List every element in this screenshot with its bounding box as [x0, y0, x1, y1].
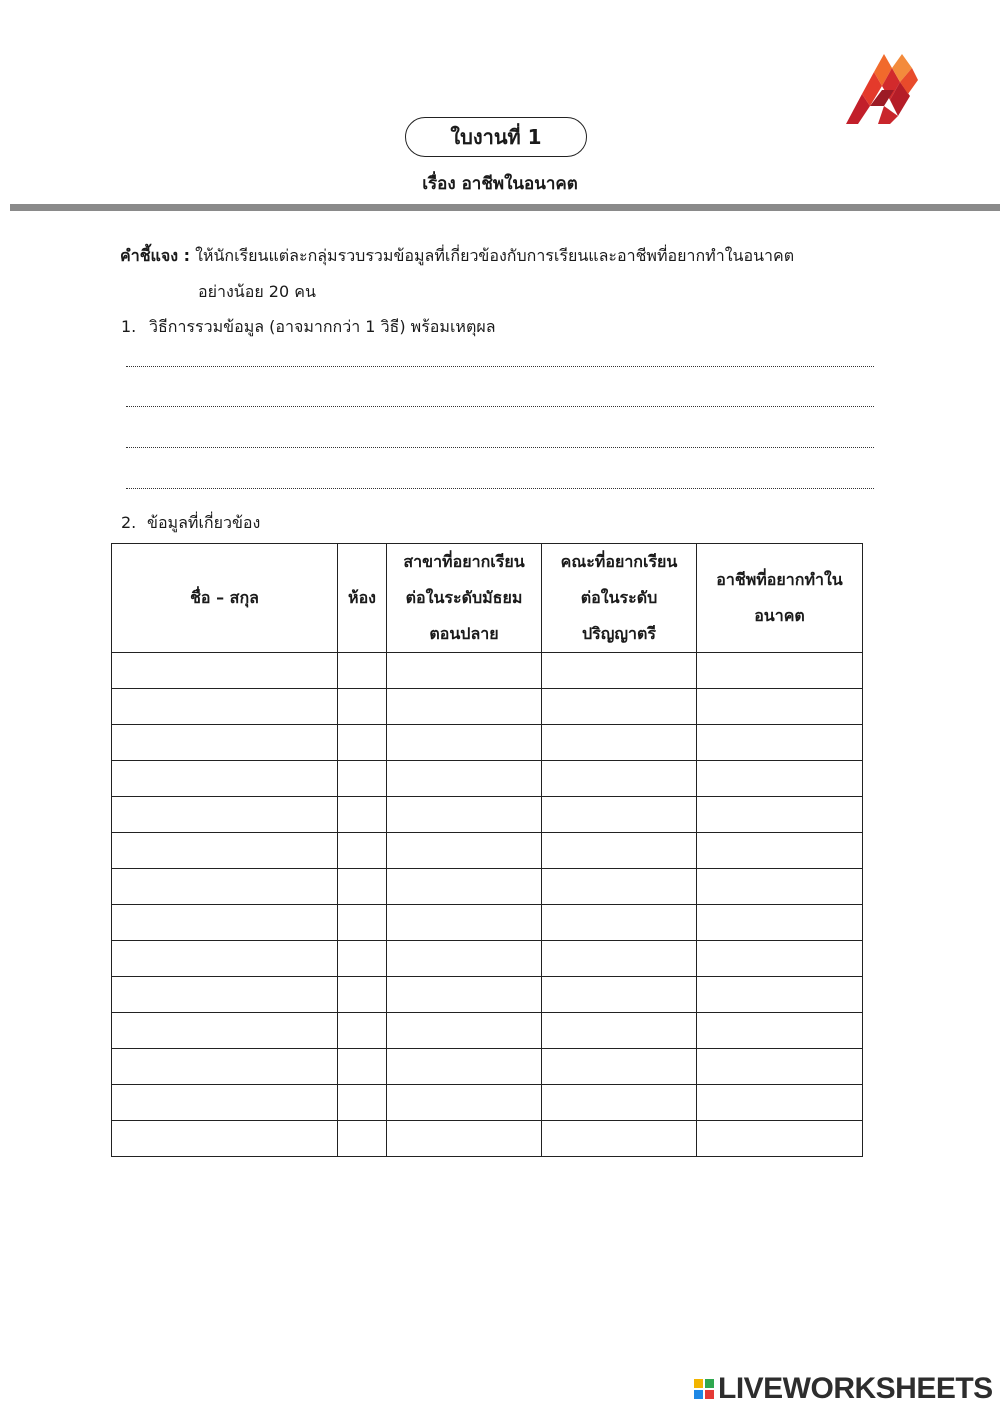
table-cell[interactable]: [542, 905, 697, 941]
table-cell[interactable]: [387, 977, 542, 1013]
table-cell[interactable]: [338, 869, 387, 905]
table-cell[interactable]: [338, 1013, 387, 1049]
table-cell[interactable]: [112, 869, 338, 905]
table-row: [112, 977, 863, 1013]
table-cell[interactable]: [697, 1085, 863, 1121]
table-body: [112, 653, 863, 1157]
table-cell[interactable]: [387, 941, 542, 977]
table-cell[interactable]: [338, 905, 387, 941]
table-cell[interactable]: [542, 941, 697, 977]
table-cell[interactable]: [338, 977, 387, 1013]
table-cell[interactable]: [338, 1049, 387, 1085]
instructions-label: คำชี้แจง :: [120, 246, 191, 265]
table-row: [112, 689, 863, 725]
answer-line-1[interactable]: [126, 366, 874, 367]
question-2: [121, 511, 260, 536]
header-career: [697, 544, 863, 653]
header-line: ชื่อ – สกุล: [190, 588, 259, 607]
table-cell[interactable]: [112, 833, 338, 869]
table-cell[interactable]: [338, 797, 387, 833]
table-cell[interactable]: [112, 725, 338, 761]
table-cell[interactable]: [112, 905, 338, 941]
table-cell[interactable]: [697, 1121, 863, 1157]
header-name: [112, 544, 338, 653]
instructions-continuation: อย่างน้อย 20 คน: [198, 282, 316, 301]
header-major: [387, 544, 542, 653]
table-cell[interactable]: [338, 725, 387, 761]
table-cell[interactable]: [697, 833, 863, 869]
table-cell[interactable]: [387, 1013, 542, 1049]
table-row: [112, 869, 863, 905]
table-cell[interactable]: [387, 1085, 542, 1121]
table-cell[interactable]: [112, 761, 338, 797]
table-row: [112, 1013, 863, 1049]
brand-square: [705, 1379, 714, 1388]
table-cell[interactable]: [338, 833, 387, 869]
question-1: [121, 315, 496, 340]
table-row: [112, 797, 863, 833]
header-divider: [10, 204, 1000, 211]
table-header-row: [112, 544, 863, 653]
table-cell[interactable]: [112, 941, 338, 977]
table-cell[interactable]: [112, 653, 338, 689]
header-line: ปริญญาตรี: [582, 624, 656, 643]
brand-logo-icon: [838, 50, 918, 126]
header-line: ตอนปลาย: [429, 624, 499, 643]
question-1-number: 1.: [121, 317, 137, 336]
table-cell[interactable]: [542, 869, 697, 905]
table-cell[interactable]: [542, 725, 697, 761]
instructions-text: ให้นักเรียนแต่ละกลุ่มรวบรวมข้อมูลที่เกี่ยวข้องกับการเรียนและอาชีพที่อยากทำในอนาคต: [190, 246, 795, 265]
table-row: [112, 725, 863, 761]
header-line: ห้อง: [348, 588, 376, 607]
header-line: คณะที่อยากเรียน: [560, 552, 678, 571]
table-cell[interactable]: [697, 905, 863, 941]
table-cell[interactable]: [542, 977, 697, 1013]
table-cell[interactable]: [112, 797, 338, 833]
header-line: อนาคต: [754, 606, 805, 625]
answer-line-4[interactable]: [126, 488, 874, 489]
brand-squares-icon: [694, 1379, 714, 1399]
table-cell[interactable]: [697, 653, 863, 689]
table-cell[interactable]: [697, 1049, 863, 1085]
table-cell[interactable]: [387, 1049, 542, 1085]
table-row: [112, 1085, 863, 1121]
table-cell[interactable]: [338, 689, 387, 725]
data-table: [111, 543, 863, 1157]
table-row: [112, 905, 863, 941]
table-cell[interactable]: [542, 689, 697, 725]
table-cell[interactable]: [387, 653, 542, 689]
table-row: [112, 761, 863, 797]
question-2-number: 2.: [121, 513, 137, 532]
table-cell[interactable]: [387, 725, 542, 761]
table-cell[interactable]: [542, 1121, 697, 1157]
instructions: [120, 244, 794, 268]
table-cell[interactable]: [387, 833, 542, 869]
footer-brand: [694, 1372, 993, 1406]
question-2-text: ข้อมูลที่เกี่ยวข้อง: [147, 513, 261, 532]
table-cell[interactable]: [542, 653, 697, 689]
table-cell[interactable]: [387, 869, 542, 905]
table-cell[interactable]: [542, 1013, 697, 1049]
header-faculty: [542, 544, 697, 653]
header-line: อาชีพที่อยากทำใน: [716, 570, 843, 589]
worksheet-title: [405, 117, 587, 157]
question-1-text: วิธีการรวมข้อมูล (อาจมากกว่า 1 วิธี) พร้อมเหตุผล: [149, 317, 496, 336]
header-line: ต่อในระดับ: [580, 588, 658, 607]
table-cell[interactable]: [387, 1121, 542, 1157]
table-row: [112, 1049, 863, 1085]
table-cell[interactable]: [387, 905, 542, 941]
brand-square: [705, 1390, 714, 1399]
table-cell[interactable]: [387, 797, 542, 833]
table-cell[interactable]: [697, 941, 863, 977]
table-row: [112, 1121, 863, 1157]
table-cell[interactable]: [338, 1085, 387, 1121]
table-cell[interactable]: [112, 689, 338, 725]
header-line: ต่อในระดับมัธยม: [405, 588, 523, 607]
table-cell[interactable]: [112, 1049, 338, 1085]
table-cell[interactable]: [542, 833, 697, 869]
table-row: [112, 833, 863, 869]
table-cell[interactable]: [697, 689, 863, 725]
worksheet-title-text: ใบงานที่ 1: [450, 125, 542, 149]
table-cell[interactable]: [338, 1121, 387, 1157]
table-cell[interactable]: [697, 761, 863, 797]
table-cell[interactable]: [338, 761, 387, 797]
table-row: [112, 653, 863, 689]
brand-wordmark: LIVEWORKSHEETS: [718, 1372, 993, 1405]
answer-line-2[interactable]: [126, 406, 874, 407]
table-cell[interactable]: [338, 941, 387, 977]
table-cell[interactable]: [697, 869, 863, 905]
brand-square: [694, 1390, 703, 1399]
table-cell[interactable]: [542, 797, 697, 833]
table-cell[interactable]: [697, 725, 863, 761]
table-cell[interactable]: [697, 1013, 863, 1049]
table-cell[interactable]: [112, 1013, 338, 1049]
table-cell[interactable]: [387, 689, 542, 725]
table-cell[interactable]: [112, 1085, 338, 1121]
header-room: [338, 544, 387, 653]
table-cell[interactable]: [112, 977, 338, 1013]
answer-line-3[interactable]: [126, 447, 874, 448]
table-cell[interactable]: [697, 797, 863, 833]
worksheet-subtitle: เรื่อง อาชีพในอนาคต: [422, 174, 578, 194]
brand-square: [694, 1379, 703, 1388]
table-cell[interactable]: [542, 1085, 697, 1121]
table-cell[interactable]: [542, 761, 697, 797]
table-cell[interactable]: [542, 1049, 697, 1085]
table-row: [112, 941, 863, 977]
table-cell[interactable]: [338, 653, 387, 689]
table-cell[interactable]: [697, 977, 863, 1013]
table-cell[interactable]: [387, 761, 542, 797]
header-line: สาขาที่อยากเรียน: [403, 552, 525, 571]
table-cell[interactable]: [112, 1121, 338, 1157]
